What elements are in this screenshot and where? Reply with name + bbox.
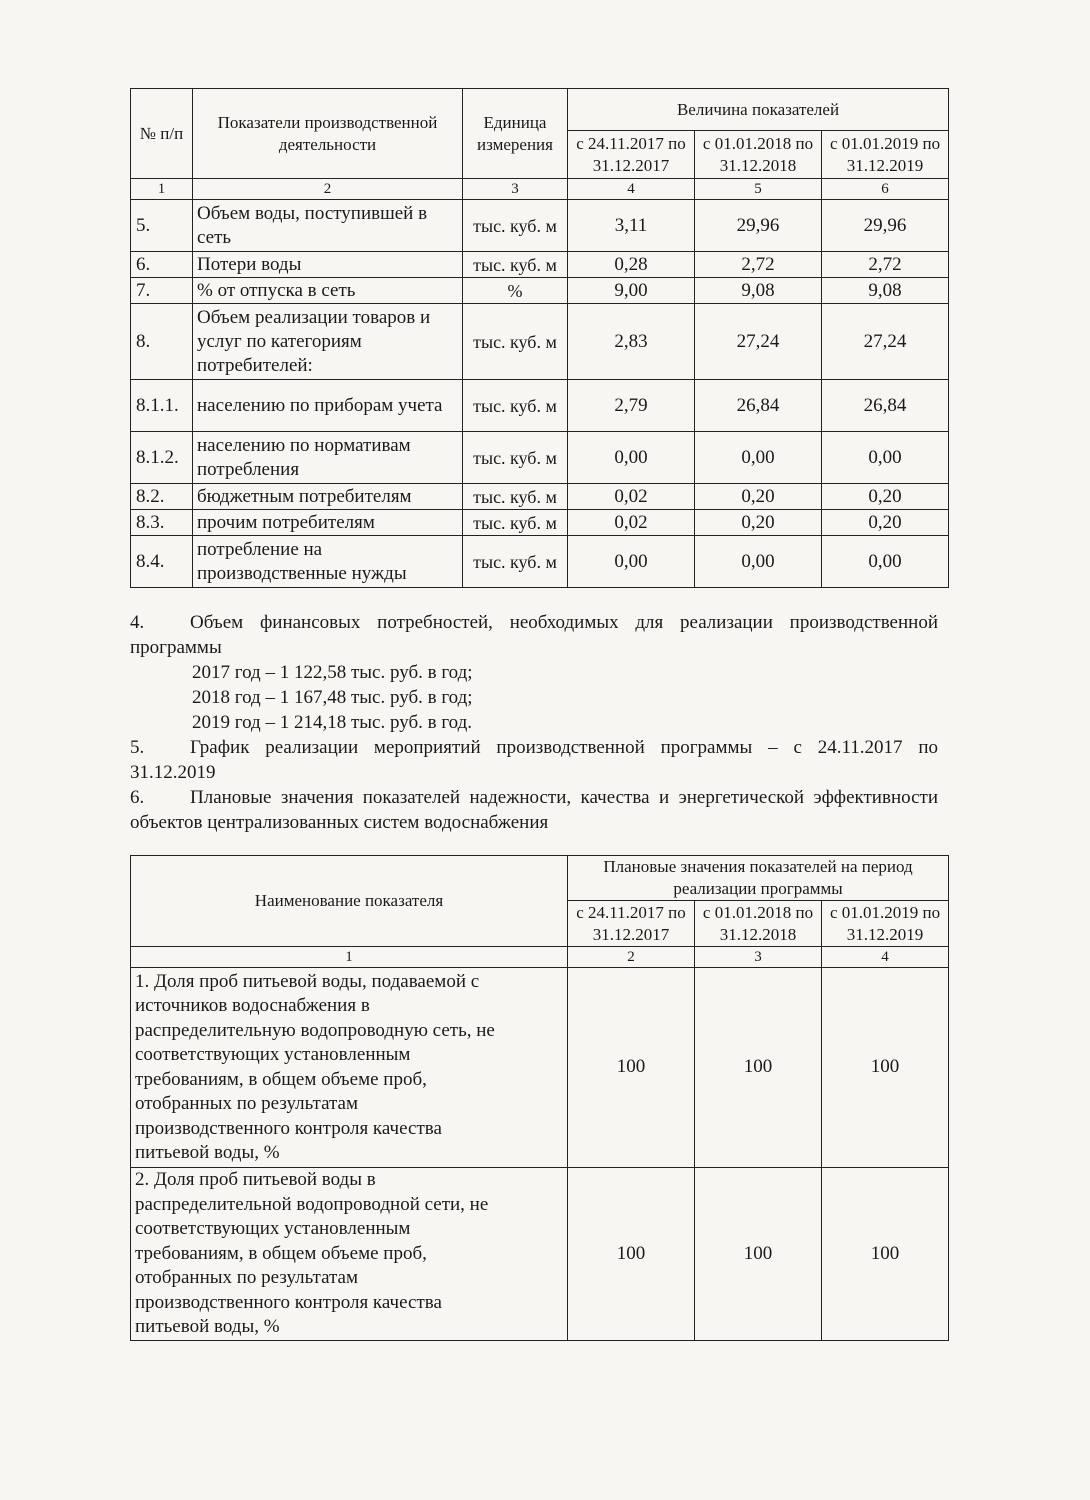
row-value-2017: 0,00 [568, 536, 695, 588]
row-indicator-name: Потери воды [193, 252, 463, 278]
row-code: 8.3. [131, 510, 193, 536]
table-row [131, 432, 949, 484]
table-row [131, 380, 949, 432]
row-unit: тыс. куб. м [463, 484, 568, 510]
row-value-2017: 0,28 [568, 252, 695, 278]
row-unit: тыс. куб. м [463, 380, 568, 432]
row-value-2017: 0,02 [568, 484, 695, 510]
row-unit: тыс. куб. м [463, 432, 568, 484]
table-row [131, 304, 949, 380]
col-header-period: с 01.01.2018 по 31.12.2018 [695, 131, 822, 179]
row-indicator-name: Объем воды, поступившей в сеть [193, 200, 463, 252]
col-header-period: с 01.01.2019 по 31.12.2019 [822, 901, 949, 947]
section-4-body [130, 610, 938, 735]
row-indicator-name: % от отпуска в сеть [193, 278, 463, 304]
section-6-text: Плановые значения показателей надежности, качества и энергетической эффективности объектов централизованных систем водоснабжения [130, 787, 938, 833]
row-unit: тыс. куб. м [463, 252, 568, 278]
row-value-2019: 29,96 [822, 200, 949, 252]
row-value-2018: 0,00 [695, 536, 822, 588]
row-value-2019: 26,84 [822, 380, 949, 432]
section-5 [130, 735, 938, 785]
row-indicator-name: бюджетным потребителям [193, 484, 463, 510]
row-unit: тыс. куб. м [463, 510, 568, 536]
production-indicators-table [130, 88, 949, 588]
col-header-values: Плановые значения показателей на период реализации программы [568, 856, 949, 901]
section-4-text: Объем финансовых потребностей, необходимых для реализации производственной программы [130, 612, 938, 658]
row-code: 6. [131, 252, 193, 278]
row-value-2017: 3,11 [568, 200, 695, 252]
row-value-2019: 9,08 [822, 278, 949, 304]
row-value-2018: 26,84 [695, 380, 822, 432]
row-value-2018: 29,96 [695, 200, 822, 252]
table-row [131, 278, 949, 304]
row-unit: % [463, 278, 568, 304]
row-value-2019: 27,24 [822, 304, 949, 380]
row-code: 8.1.1. [131, 380, 193, 432]
column-index: 3 [695, 947, 822, 968]
column-index: 1 [131, 947, 568, 968]
col-header-name: Наименование показателя [131, 856, 568, 947]
row-code: 8.2. [131, 484, 193, 510]
financing-2017: 2017 год – 1 122,58 тыс. руб. в год; [192, 662, 473, 683]
row-value-2017: 0,02 [568, 510, 695, 536]
financing-2018: 2018 год – 1 167,48 тыс. руб. в год; [192, 687, 473, 708]
row-value-2019: 0,20 [822, 484, 949, 510]
row-value-2017: 100 [568, 968, 695, 1168]
row-unit: тыс. куб. м [463, 304, 568, 380]
row-value-2017: 0,00 [568, 432, 695, 484]
col-header-number: № п/п [131, 89, 193, 179]
column-index-row [131, 947, 949, 968]
col-header-period: с 01.01.2018 по 31.12.2018 [695, 901, 822, 947]
row-value-2018: 0,00 [695, 432, 822, 484]
column-index: 4 [822, 947, 949, 968]
row-indicator-name: Объем реализации товаров и услуг по категориям потребителей: [193, 304, 463, 380]
row-value-2018: 0,20 [695, 484, 822, 510]
column-index-row [131, 179, 949, 200]
col-header-period: с 24.11.2017 по 31.12.2017 [568, 901, 695, 947]
col-header-period: с 01.01.2019 по 31.12.2019 [822, 131, 949, 179]
row-indicator-name: населению по нормативам потребления [193, 432, 463, 484]
section-number: 6. [130, 787, 145, 808]
row-value-2017: 2,79 [568, 380, 695, 432]
row-value-2018: 2,72 [695, 252, 822, 278]
section-6 [130, 785, 938, 835]
table-row [131, 536, 949, 588]
row-value-2018: 9,08 [695, 278, 822, 304]
row-code: 7. [131, 278, 193, 304]
row-code: 8.4. [131, 536, 193, 588]
row-indicator-name: 2. Доля проб питьевой воды в распределительной водопроводной сети, не соответствующих установленным требованиям, в общем объеме проб, отобранных по результатам производственного контроля качества питьевой воды, % [131, 1168, 568, 1341]
row-value-2019: 0,00 [822, 536, 949, 588]
section-number: 5. [130, 737, 145, 758]
table-row [131, 510, 949, 536]
reliability-indicators-table [130, 855, 949, 1341]
row-value-2019: 0,00 [822, 432, 949, 484]
row-value-2019: 2,72 [822, 252, 949, 278]
row-value-2018: 100 [695, 968, 822, 1168]
row-code: 8. [131, 304, 193, 380]
column-index: 2 [568, 947, 695, 968]
table-row [131, 1168, 949, 1341]
column-index: 6 [822, 179, 949, 200]
column-index: 4 [568, 179, 695, 200]
table-row [131, 200, 949, 252]
row-unit: тыс. куб. м [463, 200, 568, 252]
row-value-2019: 100 [822, 1168, 949, 1341]
col-header-unit: Единица измерения [463, 89, 568, 179]
column-index: 3 [463, 179, 568, 200]
financing-2019: 2019 год – 1 214,18 тыс. руб. в год. [192, 712, 473, 733]
row-indicator-name: прочим потребителям [193, 510, 463, 536]
table-row [131, 968, 949, 1168]
row-value-2018: 27,24 [695, 304, 822, 380]
row-value-2019: 100 [822, 968, 949, 1168]
row-indicator-name: 1. Доля проб питьевой воды, подаваемой с источников водоснабжения в распределительную водопроводную сеть, не соответствующих установленным требованиям, в общем объеме проб, отобранных по результатам производственного контроля качества питьевой воды, % [131, 968, 568, 1168]
col-header-period: с 24.11.2017 по 31.12.2017 [568, 131, 695, 179]
col-header-values: Величина показателей [568, 89, 949, 131]
col-header-indicators: Показатели производственной деятельности [193, 89, 463, 179]
row-value-2019: 0,20 [822, 510, 949, 536]
section-number: 4. [130, 612, 145, 633]
column-index: 1 [131, 179, 193, 200]
row-value-2018: 0,20 [695, 510, 822, 536]
table-row [131, 484, 949, 510]
column-index: 5 [695, 179, 822, 200]
section-5-text: График реализации мероприятий производственной программы – с 24.11.2017 по 31.12.2019 [130, 737, 938, 783]
row-code: 8.1.2. [131, 432, 193, 484]
row-value-2017: 9,00 [568, 278, 695, 304]
row-indicator-name: населению по приборам учета [193, 380, 463, 432]
row-value-2017: 100 [568, 1168, 695, 1341]
row-code: 5. [131, 200, 193, 252]
row-unit: тыс. куб. м [463, 536, 568, 588]
row-value-2017: 2,83 [568, 304, 695, 380]
row-indicator-name: потребление на производственные нужды [193, 536, 463, 588]
column-index: 2 [193, 179, 463, 200]
row-value-2018: 100 [695, 1168, 822, 1341]
table-row [131, 252, 949, 278]
